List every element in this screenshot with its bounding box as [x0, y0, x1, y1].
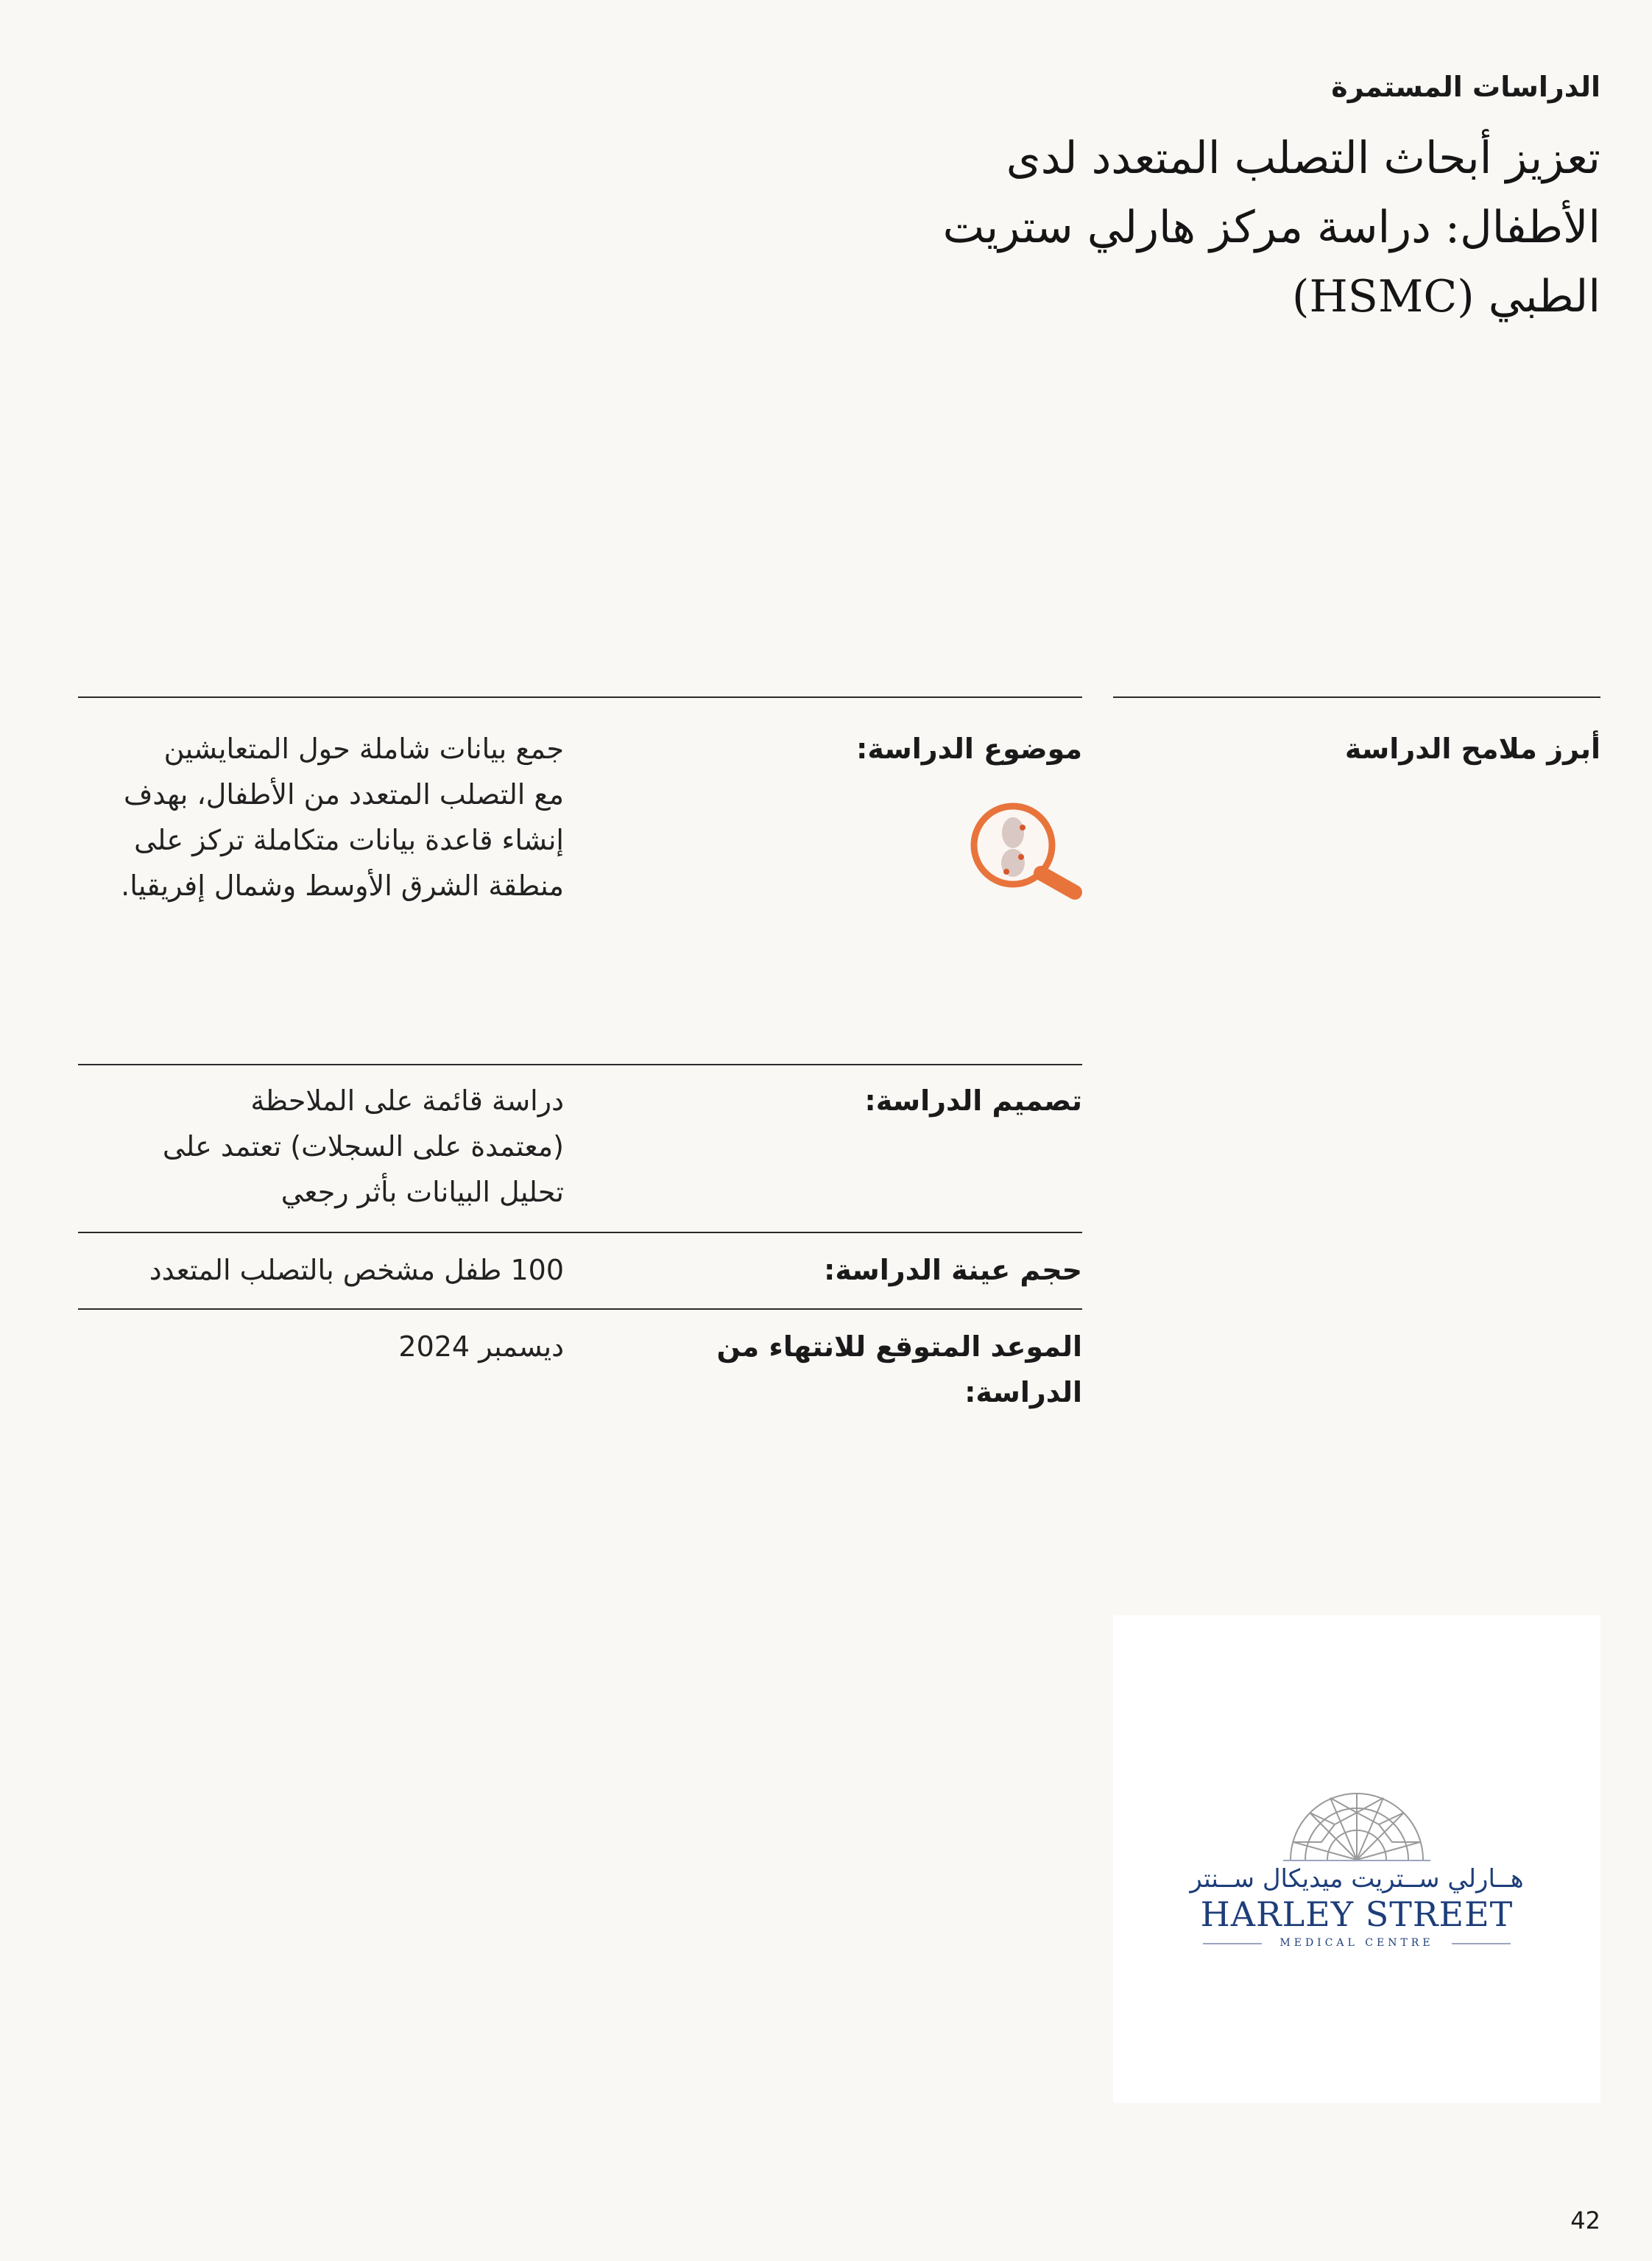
completion-label: الموعد المتوقع للانتهاء من الدراسة: [716, 1330, 1082, 1408]
page-title-line: الطبي (HSMC) [1292, 271, 1600, 322]
topic-value-line: منطقة الشرق الأوسط وشمال إفريقيا. [121, 870, 564, 902]
page-number: 42 [1570, 2207, 1600, 2234]
topic-label: موضوع الدراسة: [856, 733, 1082, 765]
page-title [938, 124, 1600, 331]
highlights-heading: أبرز ملامح الدراسة [1344, 733, 1600, 765]
design-value [63, 1078, 564, 1215]
design-value-line: دراسة قائمة على الملاحظة [250, 1084, 564, 1117]
design-label: تصميم الدراسة: [864, 1084, 1082, 1117]
highlights-divider [1113, 696, 1600, 698]
topic-value-line: إنشاء قاعدة بيانات متكاملة تركز على [134, 824, 564, 856]
design-divider [78, 1064, 1082, 1065]
completion-divider [78, 1308, 1082, 1310]
topic-value-line: مع التصلب المتعدد من الأطفال، بهدف [123, 778, 564, 811]
logo-rule-right [1452, 1943, 1511, 1944]
logo-subtitle: MEDICAL CENTRE [1279, 1937, 1434, 1949]
sample-value: 100 طفل مشخص بالتصلب المتعدد [149, 1254, 564, 1286]
page-title-line: تعزيز أبحاث التصلب المتعدد لدى [1006, 133, 1600, 184]
logo-subtitle-row [1203, 1932, 1511, 1954]
design-value-line: (معتمدة على السجلات) تعتمد على [162, 1130, 564, 1163]
sample-divider [78, 1232, 1082, 1233]
logo-arabic-text: هــارلي ســتريت ميديكال ســنتر [1190, 1864, 1524, 1894]
topic-value-line: جمع بيانات شاملة حول المتعايشين [163, 733, 564, 765]
completion-value: ديسمبر 2024 [398, 1330, 564, 1363]
logo-english-text: HARLEY STREET [1200, 1894, 1514, 1934]
sample-label: حجم عينة الدراسة: [824, 1254, 1082, 1286]
topic-divider [78, 696, 1082, 698]
harley-street-logo [1113, 1615, 1600, 2103]
logo-emblem-icon [1283, 1783, 1430, 1863]
logo-rule-left [1203, 1943, 1262, 1944]
design-value-line: تحليل البيانات بأثر رجعي [280, 1176, 564, 1208]
section-label: الدراسات المستمرة [1331, 71, 1600, 103]
magnifier-icon [964, 801, 1084, 900]
page-title-line: الأطفال: دراسة مركز هارلي ستريت [942, 202, 1600, 253]
topic-value [63, 726, 564, 909]
